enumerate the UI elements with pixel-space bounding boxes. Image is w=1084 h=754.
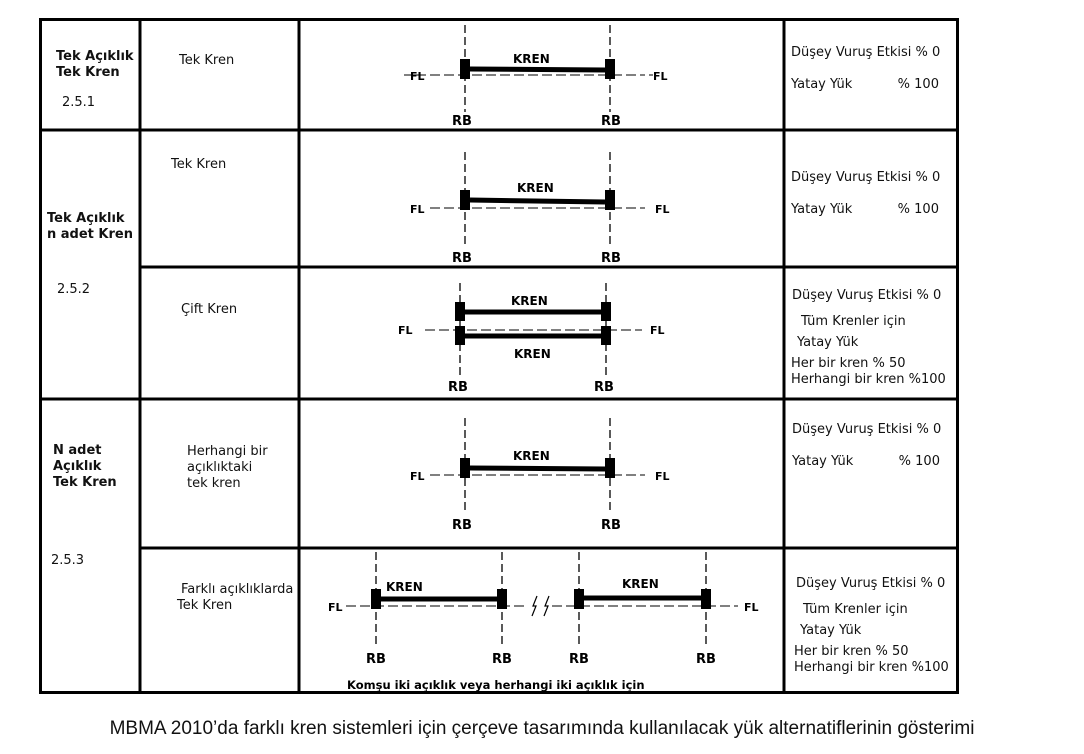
crane-label: KREN [511,294,548,308]
load-line: Yatay Yük % 100 [791,202,939,217]
rail-beam-label: RB [452,114,472,129]
load-line: Düşey Vuruş Etkisi % 0 [791,170,941,185]
section-code: 2.5.3 [51,553,85,568]
frame-line-label: FL [398,324,413,337]
load-line: Düşey Vuruş Etkisi % 0 [792,422,942,437]
rail-beam-label: RB [366,652,386,667]
crane-label: KREN [513,449,550,463]
crane-diagram-two-spans [346,552,738,645]
case-description: Farklı açıklıklarda [181,582,294,597]
group-title-line: Tek Açıklık [47,211,125,226]
rail-beam-label: RB [601,114,621,129]
load-line: Tüm Krenler için [803,602,908,617]
figure-caption: MBMA 2010’da farklı kren sistemleri için çerçeve tasarımında kullanılacak yük alternatiflerinin gösterimi [109,718,975,739]
case-description: Tek Kren [171,157,227,172]
rail-beam-label: RB [601,518,621,533]
rail-beam-label: RB [696,652,716,667]
crane-end-truck [605,59,615,79]
frame-line-label: FL [655,470,670,483]
load-line: Yatay Yük % 100 [791,77,939,92]
crane-label: KREN [513,52,550,66]
group-title-line: Tek Kren [53,475,117,490]
frame-line-label: FL [328,601,343,614]
group-title-line: Tek Kren [56,65,120,80]
diagram-note: Komşu iki açıklık veya herhangi iki açıklık için [347,678,645,692]
load-line: Düşey Vuruş Etkisi % 0 [791,45,941,60]
crane-diagram-single [430,418,645,512]
rail-beam-label: RB [448,380,468,395]
load-line: Her bir kren % 50 [791,356,906,371]
crane-end-truck [460,59,470,79]
rail-beam-label: RB [601,251,621,266]
group-title-line: n adet Kren [47,227,133,242]
case-description: Tek Kren [179,53,235,68]
load-line: Düşey Vuruş Etkisi % 0 [796,576,946,591]
crane-label: KREN [514,347,551,361]
section-code: 2.5.1 [62,95,96,110]
crane-label: KREN [622,577,659,591]
rail-beam-label: RB [594,380,614,395]
load-line: Her bir kren % 50 [794,644,909,659]
group-title-line: Açıklık [53,459,102,474]
rail-beam-label: RB [492,652,512,667]
load-line: Düşey Vuruş Etkisi % 0 [792,288,942,303]
crane-label: KREN [517,181,554,195]
case-description: tek kren [187,476,241,491]
load-line: Herhangi bir kren %100 [794,660,949,675]
crane-girder [470,69,605,70]
section-code: 2.5.2 [57,282,91,297]
crane-label: KREN [386,580,423,594]
load-line: Yatay Yük [797,335,859,350]
load-line: Yatay Yük % 100 [792,454,940,469]
case-description: Herhangi bir [187,444,268,459]
frame-line-label: FL [410,203,425,216]
frame-line-label: FL [744,601,759,614]
crane-diagram-single [430,25,645,112]
break-mark [544,596,549,616]
frame-line-label: FL [653,70,668,83]
case-description: açıklıktaki [187,460,253,475]
load-line: Tüm Krenler için [801,314,906,329]
rail-beam-label: RB [452,251,472,266]
load-line: Herhangi bir kren %100 [791,372,946,387]
group-title-line: Tek Açıklık [56,49,134,64]
rail-beam-label: RB [569,652,589,667]
frame-line-label: FL [655,203,670,216]
frame-line-label: FL [650,324,665,337]
case-description: Tek Kren [177,598,233,613]
frame-line-label: FL [410,470,425,483]
frame-line-label: FL [410,70,425,83]
crane-diagram-single [430,152,645,247]
group-title-line: N adet [53,443,102,458]
rail-beam-label: RB [452,518,472,533]
case-description: Çift Kren [181,302,238,317]
load-line: Yatay Yük [800,623,862,638]
break-mark [532,596,537,616]
